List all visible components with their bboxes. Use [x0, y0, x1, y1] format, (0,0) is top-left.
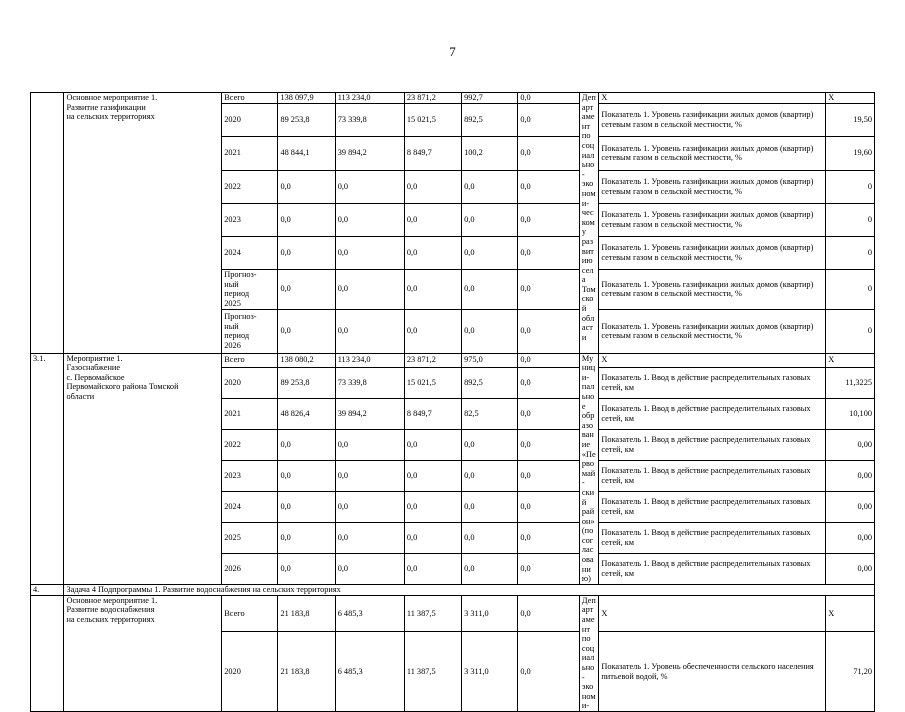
amount-cell: 0,0	[335, 460, 404, 491]
amount-cell: 0,0	[404, 236, 461, 269]
amount-cell: 0,0	[404, 170, 461, 203]
executor: Муници- пальное образование «Первомай- ский район» (по согласованию)	[579, 353, 598, 584]
indicator-cell: Показатель 1. Уровень газификации жилых домов (квартир) сетевым газом в сельской местности, %	[599, 103, 826, 136]
period-cell: Всего	[222, 93, 278, 104]
amount-cell: 0,0	[518, 429, 580, 460]
amount-cell: 0,0	[462, 522, 518, 553]
amount-cell: 0,0	[518, 93, 580, 104]
amount-cell: 0,0	[278, 429, 335, 460]
amount-cell: 15 021,5	[404, 367, 461, 398]
period-cell: 2021	[222, 136, 278, 170]
amount-cell: 89 253,8	[278, 367, 335, 398]
period-cell: 2022	[222, 170, 278, 203]
amount-cell: 0,0	[335, 491, 404, 522]
amount-cell: 0,0	[278, 170, 335, 203]
period-cell: 2020	[222, 632, 278, 712]
period-cell: 2020	[222, 367, 278, 398]
amount-cell: 3 311,0	[462, 595, 518, 632]
amount-cell: 0,0	[335, 203, 404, 236]
amount-cell: 73 339,8	[335, 103, 404, 136]
indicator-value: 0	[826, 309, 875, 353]
indicator-value: 10,100	[826, 398, 875, 429]
amount-cell: 0,0	[404, 203, 461, 236]
amount-cell: 0,0	[278, 203, 335, 236]
period-cell: Всего	[222, 353, 278, 367]
period-cell: 2023	[222, 203, 278, 236]
indicator-value: 0	[826, 269, 875, 309]
indicator-value: X	[826, 93, 875, 104]
amount-cell: 0,0	[278, 236, 335, 269]
indicator-cell: Показатель 1. Уровень газификации жилых домов (квартир) сетевым газом в сельской местности, %	[599, 203, 826, 236]
amount-cell: 0,0	[518, 522, 580, 553]
amount-cell: 23 871,2	[404, 353, 461, 367]
page-number: 7	[449, 44, 456, 59]
indicator-value: 0,00	[826, 460, 875, 491]
period-cell: 2025	[222, 522, 278, 553]
item-number: 3.1.	[31, 353, 64, 584]
amount-cell: 892,5	[462, 103, 518, 136]
amount-cell: 138 097,9	[278, 93, 335, 104]
indicator-cell: Показатель 1. Уровень обеспеченности сельского населения питьевой водой, %	[599, 632, 826, 712]
amount-cell: 6 485,3	[335, 595, 404, 632]
amount-cell: 0,0	[518, 170, 580, 203]
amount-cell: 3 311,0	[462, 632, 518, 712]
indicator-value: 71,20	[826, 632, 875, 712]
indicator-cell: Показатель 1. Уровень газификации жилых домов (квартир) сетевым газом в сельской местности, %	[599, 269, 826, 309]
amount-cell: 0,0	[278, 491, 335, 522]
amount-cell: 892,5	[462, 367, 518, 398]
amount-cell: 0,0	[278, 522, 335, 553]
indicator-cell: Показатель 1. Ввод в действие распределительных газовых сетей, км	[599, 460, 826, 491]
indicator-value: 0,00	[826, 553, 875, 584]
amount-cell: 138 080,2	[278, 353, 335, 367]
indicator-value: 0	[826, 203, 875, 236]
indicator-cell: Показатель 1. Уровень газификации жилых домов (квартир) сетевым газом в сельской местности, %	[599, 170, 826, 203]
amount-cell: 0,0	[335, 522, 404, 553]
amount-cell: 0,0	[462, 203, 518, 236]
task-row	[31, 584, 875, 595]
indicator-cell: Показатель 1. Ввод в действие распределительных газовых сетей, км	[599, 398, 826, 429]
indicator-value: 0,00	[826, 429, 875, 460]
amount-cell: 0,0	[518, 236, 580, 269]
indicator-value: 19,50	[826, 103, 875, 136]
period-cell: 2024	[222, 491, 278, 522]
amount-cell: 0,0	[462, 170, 518, 203]
amount-cell: 0,0	[335, 429, 404, 460]
amount-cell: 0,0	[278, 553, 335, 584]
amount-cell: 21 183,8	[278, 632, 335, 712]
amount-cell: 6 485,3	[335, 632, 404, 712]
indicator-cell: Показатель 1. Уровень газификации жилых домов (квартир) сетевым газом в сельской местности, %	[599, 236, 826, 269]
period-cell: Прогноз- ный период 2026	[222, 309, 278, 353]
task-number: 4.	[31, 584, 64, 595]
indicator-value: 0	[826, 236, 875, 269]
amount-cell: 100,2	[462, 136, 518, 170]
amount-cell: 0,0	[335, 170, 404, 203]
amount-cell: 0,0	[518, 460, 580, 491]
amount-cell: 0,0	[404, 491, 461, 522]
amount-cell: 0,0	[335, 236, 404, 269]
amount-cell: 39 894,2	[335, 398, 404, 429]
amount-cell: 0,0	[518, 398, 580, 429]
amount-cell: 113 234,0	[335, 93, 404, 104]
indicator-value: 0,00	[826, 522, 875, 553]
task-title: Задача 4 Подпрограммы 1. Развитие водоснабжения на сельских территориях	[64, 584, 875, 595]
amount-cell: 73 339,8	[335, 367, 404, 398]
indicator-value: 0	[826, 170, 875, 203]
indicator-cell: Показатель 1. Ввод в действие распределительных газовых сетей, км	[599, 367, 826, 398]
amount-cell: 39 894,2	[335, 136, 404, 170]
amount-cell: 89 253,8	[278, 103, 335, 136]
amount-cell: 82,5	[462, 398, 518, 429]
measure-name: Основное мероприятие 1. Развитие газификации на сельских территориях	[64, 93, 222, 354]
item-number	[31, 93, 64, 354]
indicator-cell: X	[599, 595, 826, 632]
table-row	[31, 595, 875, 632]
amount-cell: 0,0	[518, 309, 580, 353]
item-number	[31, 595, 64, 711]
period-cell: 2024	[222, 236, 278, 269]
period-cell: 2020	[222, 103, 278, 136]
amount-cell: 0,0	[462, 460, 518, 491]
indicator-value: 19,60	[826, 136, 875, 170]
amount-cell: 0,0	[518, 136, 580, 170]
amount-cell: 0,0	[518, 353, 580, 367]
executor: Департамент по социально- экономи- ческому развитию села Томской области	[579, 93, 598, 354]
table-row	[31, 93, 875, 104]
period-cell: 2022	[222, 429, 278, 460]
indicator-cell: X	[599, 93, 826, 104]
period-cell: Всего	[222, 595, 278, 632]
amount-cell: 8 849,7	[404, 398, 461, 429]
amount-cell: 11 387,5	[404, 595, 461, 632]
amount-cell: 0,0	[404, 522, 461, 553]
amount-cell: 113 234,0	[335, 353, 404, 367]
amount-cell: 0,0	[278, 269, 335, 309]
amount-cell: 48 826,4	[278, 398, 335, 429]
amount-cell: 0,0	[404, 460, 461, 491]
amount-cell: 0,0	[462, 309, 518, 353]
period-cell: 2023	[222, 460, 278, 491]
table-row	[31, 353, 875, 367]
amount-cell: 0,0	[518, 269, 580, 309]
amount-cell: 0,0	[518, 553, 580, 584]
amount-cell: 23 871,2	[404, 93, 461, 104]
amount-cell: 0,0	[404, 309, 461, 353]
period-cell: 2021	[222, 398, 278, 429]
indicator-cell: Показатель 1. Уровень газификации жилых домов (квартир) сетевым газом в сельской местности, %	[599, 136, 826, 170]
amount-cell: 0,0	[335, 269, 404, 309]
amount-cell: 0,0	[518, 632, 580, 712]
amount-cell: 0,0	[462, 269, 518, 309]
measure-name: Основное мероприятие 1. Развитие водоснабжения на сельских территориях	[64, 595, 222, 711]
indicator-cell: X	[599, 353, 826, 367]
indicator-cell: Показатель 1. Ввод в действие распределительных газовых сетей, км	[599, 491, 826, 522]
amount-cell: 48 844,1	[278, 136, 335, 170]
amount-cell: 0,0	[404, 553, 461, 584]
amount-cell: 975,0	[462, 353, 518, 367]
amount-cell: 0,0	[518, 491, 580, 522]
amount-cell: 0,0	[462, 491, 518, 522]
amount-cell: 0,0	[404, 269, 461, 309]
measure-name: Мероприятие 1. Газоснабжение с. Первомайское Первомайского района Томской области	[64, 353, 222, 584]
amount-cell: 0,0	[462, 236, 518, 269]
indicator-value: X	[826, 595, 875, 632]
indicator-cell: Показатель 1. Ввод в действие распределительных газовых сетей, км	[599, 429, 826, 460]
amount-cell: 0,0	[462, 553, 518, 584]
indicator-cell: Показатель 1. Ввод в действие распределительных газовых сетей, км	[599, 553, 826, 584]
period-cell: Прогноз- ный период 2025	[222, 269, 278, 309]
executor: Департамент по социально- экономи-	[579, 595, 598, 711]
amount-cell: 0,0	[335, 553, 404, 584]
amount-cell: 0,0	[335, 309, 404, 353]
amount-cell: 0,0	[278, 460, 335, 491]
amount-cell: 8 849,7	[404, 136, 461, 170]
period-cell: 2026	[222, 553, 278, 584]
amount-cell: 0,0	[518, 103, 580, 136]
indicator-cell: Показатель 1. Ввод в действие распределительных газовых сетей, км	[599, 522, 826, 553]
amount-cell: 0,0	[278, 309, 335, 353]
indicator-cell: Показатель 1. Уровень газификации жилых домов (квартир) сетевым газом в сельской местности, %	[599, 309, 826, 353]
amount-cell: 0,0	[462, 429, 518, 460]
indicator-value: 11,3225	[826, 367, 875, 398]
amount-cell: 0,0	[518, 367, 580, 398]
indicator-value: 0,00	[826, 491, 875, 522]
amount-cell: 0,0	[404, 429, 461, 460]
indicator-value: X	[826, 353, 875, 367]
amount-cell: 992,7	[462, 93, 518, 104]
amount-cell: 0,0	[518, 595, 580, 632]
amount-cell: 15 021,5	[404, 103, 461, 136]
amount-cell: 21 183,8	[278, 595, 335, 632]
amount-cell: 0,0	[518, 203, 580, 236]
program-measures-table	[30, 92, 875, 712]
amount-cell: 11 387,5	[404, 632, 461, 712]
